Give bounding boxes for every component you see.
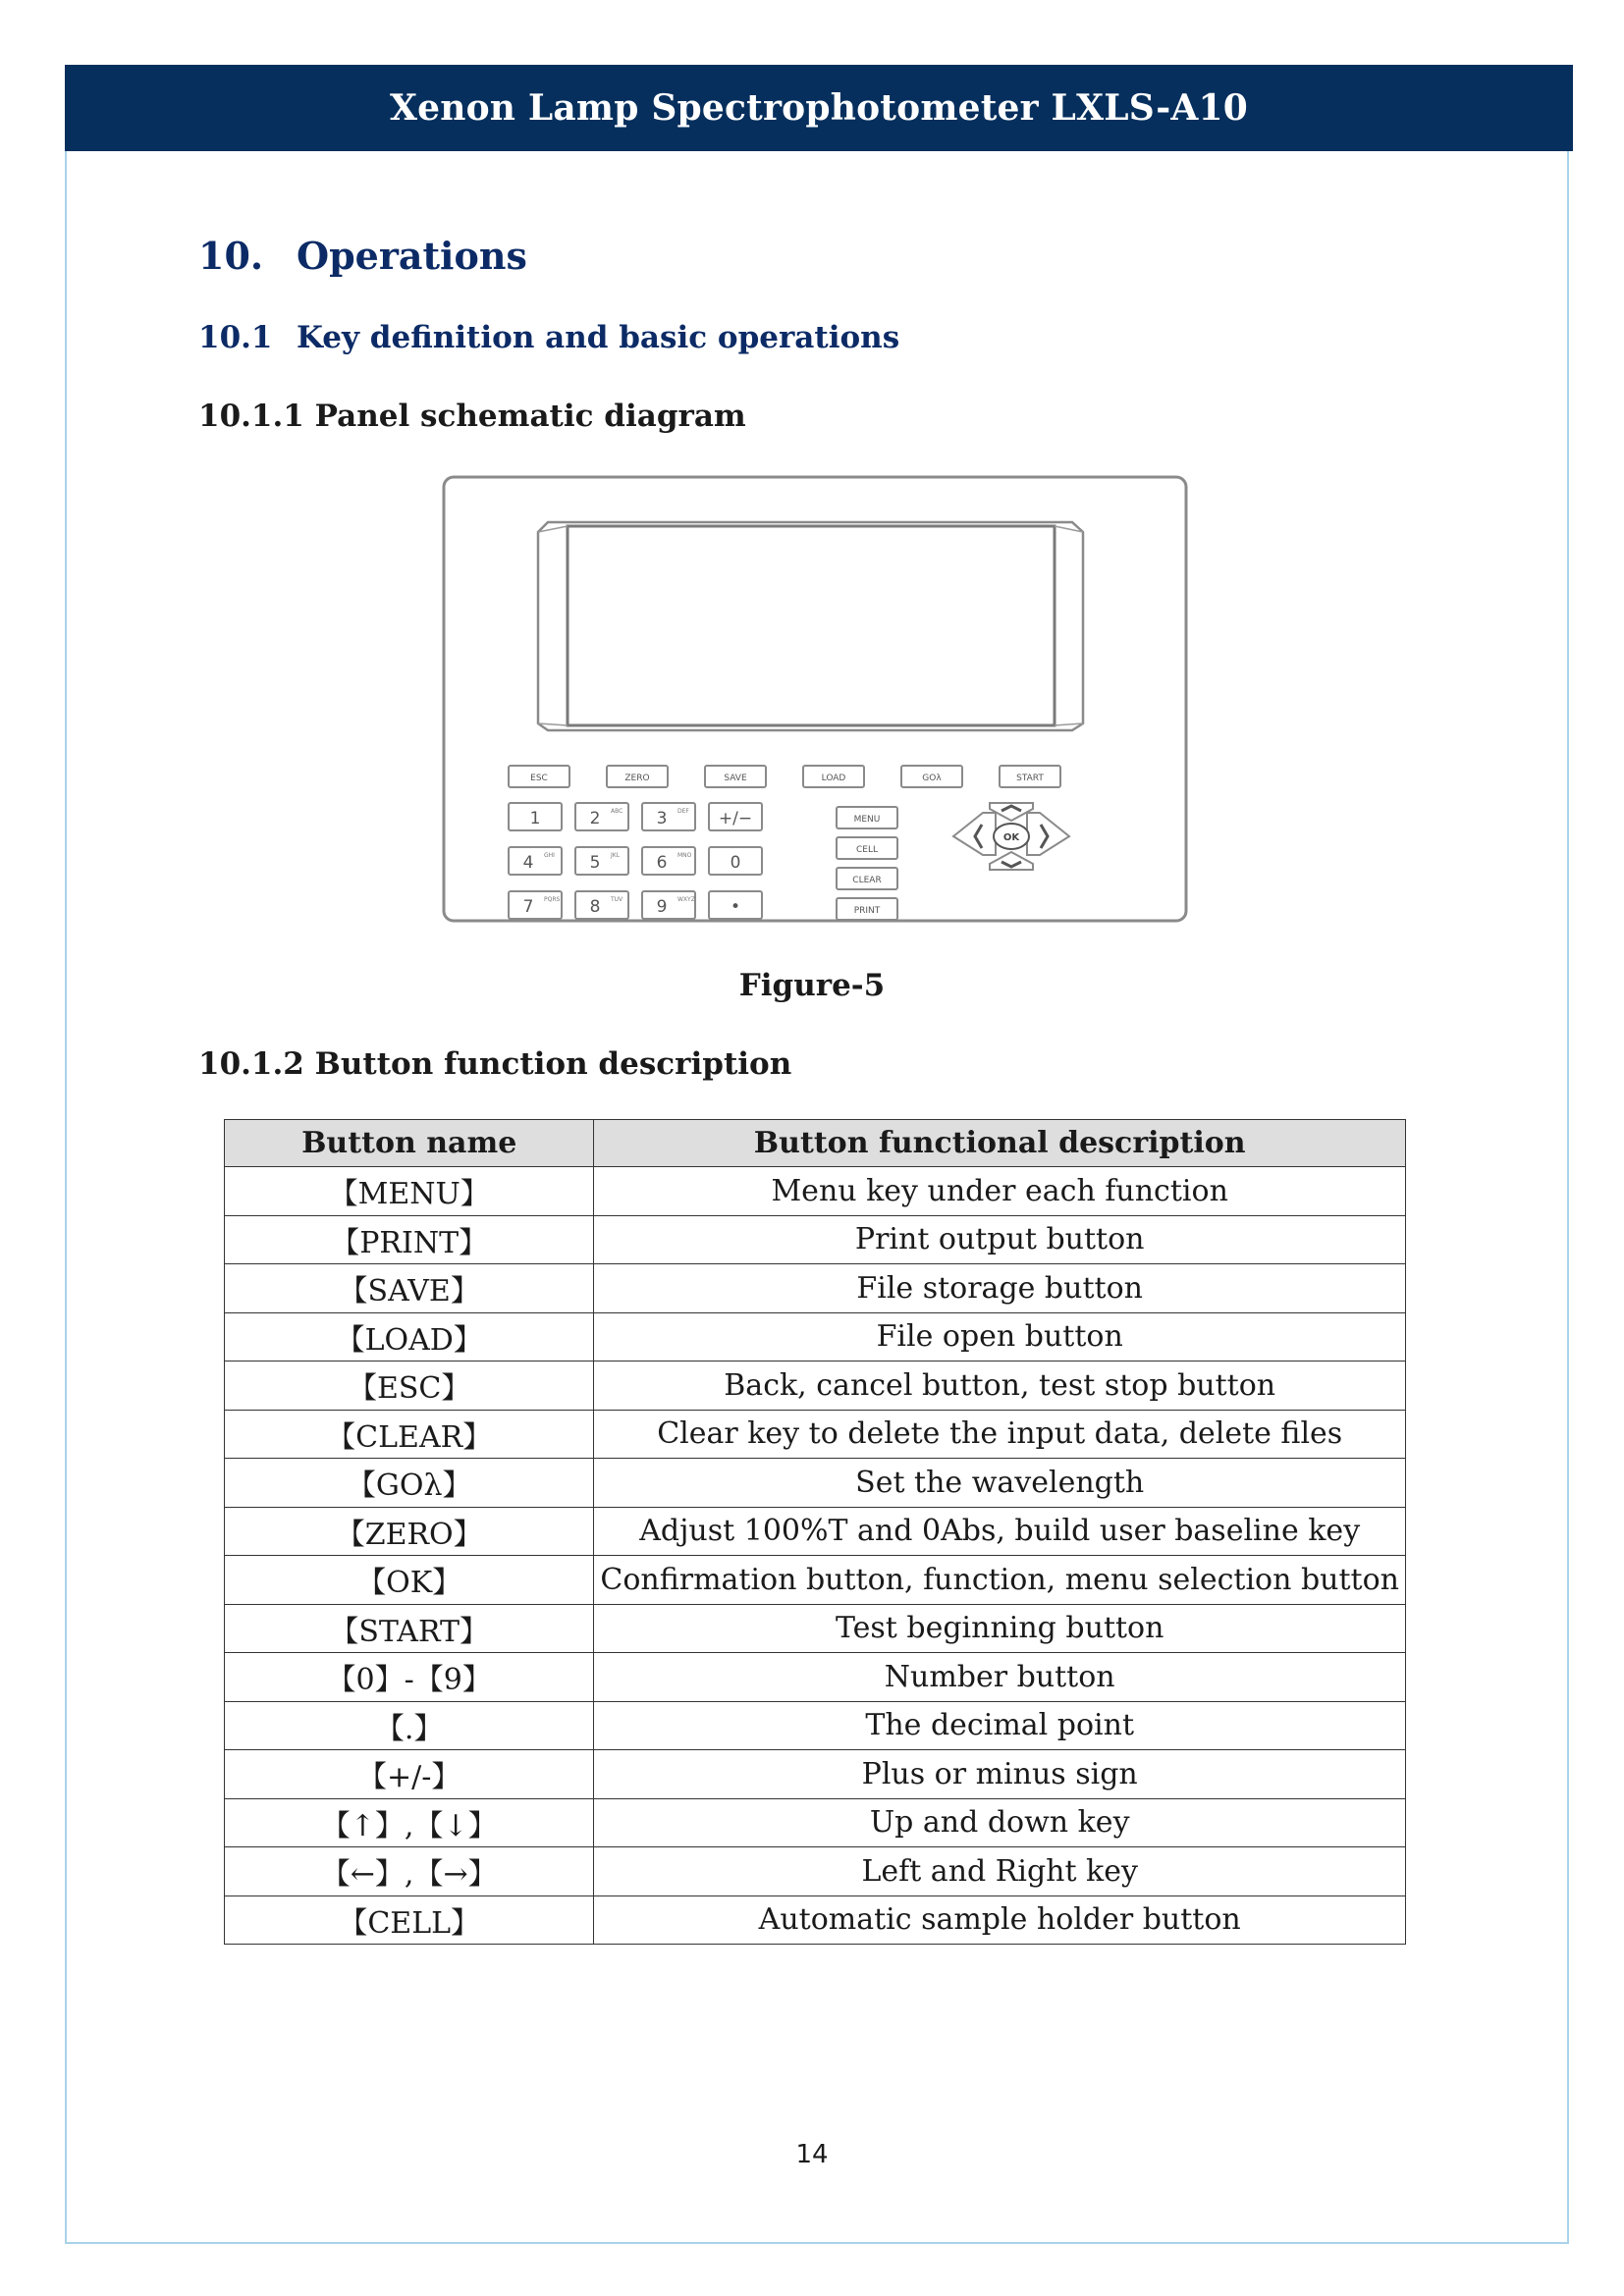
button-name-cell: 【MENU】 xyxy=(225,1167,594,1216)
panel-number-key-label: • xyxy=(730,897,741,917)
table-row xyxy=(225,1362,1406,1411)
panel-number-key-label: 9 xyxy=(656,897,668,917)
table-row xyxy=(225,1556,1406,1605)
panel-key-label: CLEAR xyxy=(852,876,882,885)
button-description-cell: Back, cancel button, test stop button xyxy=(594,1362,1406,1411)
panel-number-key-label: 8 xyxy=(589,897,601,917)
screen-display xyxy=(568,526,1055,725)
button-name-cell: 【OK】 xyxy=(225,1556,594,1605)
section-number: 10. xyxy=(198,234,264,278)
document-header xyxy=(65,65,1573,151)
table-header-row xyxy=(225,1120,1406,1167)
panel-number-key-label: 1 xyxy=(529,809,541,828)
panel-number-key-label: 7 xyxy=(522,897,534,917)
panel-key-label: GOλ xyxy=(922,774,942,783)
panel-number-key-letters: WXYZ xyxy=(677,896,695,903)
panel-number-key-letters: GHI xyxy=(544,852,555,859)
table-row xyxy=(225,1750,1406,1799)
panel-diagram-heading: 10.1.1 Panel schematic diagram xyxy=(198,399,746,434)
section-heading xyxy=(198,234,527,278)
button-name-cell: 【↑】,【↓】 xyxy=(225,1798,594,1847)
table-row xyxy=(225,1459,1406,1508)
panel-number-key-label: 2 xyxy=(589,809,601,828)
column-header-description: Button functional description xyxy=(594,1120,1406,1167)
panel-number-key-letters: TUV xyxy=(611,896,623,903)
button-description-cell: Test beginning button xyxy=(594,1604,1406,1653)
section-title: Operations xyxy=(297,234,527,278)
button-function-heading: 10.1.2 Button function description xyxy=(198,1046,792,1082)
panel-number-key-letters: PQRS xyxy=(544,896,561,903)
table-row xyxy=(225,1896,1406,1945)
table-row xyxy=(225,1410,1406,1459)
panel-key-label: START xyxy=(1016,774,1044,783)
button-name-cell: 【SAVE】 xyxy=(225,1264,594,1313)
panel-key-label: SAVE xyxy=(724,774,747,783)
panel-number-key-label: +/− xyxy=(718,809,753,828)
button-name-cell: 【LOAD】 xyxy=(225,1312,594,1362)
button-description-cell: Set the wavelength xyxy=(594,1459,1406,1508)
table-row xyxy=(225,1604,1406,1653)
button-description-cell: Confirmation button, function, menu selection button xyxy=(594,1556,1406,1605)
panel-number-key-label: 5 xyxy=(589,853,601,873)
panel-schematic-drawing xyxy=(440,473,1190,927)
column-header-button-name: Button name xyxy=(225,1120,594,1167)
button-description-cell: Adjust 100%T and 0Abs, build user baseline key xyxy=(594,1507,1406,1556)
table-row xyxy=(225,1798,1406,1847)
panel-number-key-letters: ABC xyxy=(611,808,623,815)
panel-number-key xyxy=(575,847,628,875)
button-description-cell: Automatic sample holder button xyxy=(594,1896,1406,1945)
button-name-cell: 【CELL】 xyxy=(225,1896,594,1945)
table-row xyxy=(225,1167,1406,1216)
button-description-cell: Left and Right key xyxy=(594,1847,1406,1896)
button-description-cell: Print output button xyxy=(594,1215,1406,1264)
table-row xyxy=(225,1701,1406,1750)
button-name-cell: 【START】 xyxy=(225,1604,594,1653)
button-name-cell: 【PRINT】 xyxy=(225,1215,594,1264)
button-name-cell: 【CLEAR】 xyxy=(225,1410,594,1459)
button-name-cell: 【.】 xyxy=(225,1701,594,1750)
table-row xyxy=(225,1653,1406,1702)
panel-schematic xyxy=(440,473,1190,927)
panel-number-key-letters: MNO xyxy=(677,852,692,859)
panel-key-label: PRINT xyxy=(853,906,881,916)
button-description-cell: File open button xyxy=(594,1312,1406,1362)
subsection-number: 10.1 xyxy=(198,320,273,355)
panel-number-key-letters: JKL xyxy=(611,852,621,859)
ok-key-label: OK xyxy=(1002,832,1020,843)
table-row xyxy=(225,1264,1406,1313)
panel-key-label: CELL xyxy=(856,845,878,855)
panel-key-label: MENU xyxy=(853,815,881,825)
button-description-cell: Up and down key xyxy=(594,1798,1406,1847)
panel-number-key-label: 4 xyxy=(522,853,534,873)
button-description-cell: Plus or minus sign xyxy=(594,1750,1406,1799)
panel-number-key-label: 0 xyxy=(730,853,741,873)
button-name-cell: 【+/-】 xyxy=(225,1750,594,1799)
button-description-cell: File storage button xyxy=(594,1264,1406,1313)
table-row xyxy=(225,1215,1406,1264)
button-name-cell: 【0】-【9】 xyxy=(225,1653,594,1702)
button-description-cell: Clear key to delete the input data, delete files xyxy=(594,1410,1406,1459)
table-row xyxy=(225,1507,1406,1556)
table-row xyxy=(225,1312,1406,1362)
button-description-cell: Menu key under each function xyxy=(594,1167,1406,1216)
button-name-cell: 【ESC】 xyxy=(225,1362,594,1411)
panel-number-key-label: 3 xyxy=(656,809,668,828)
panel-key-label: ZERO xyxy=(624,774,650,783)
button-description-cell: The decimal point xyxy=(594,1701,1406,1750)
document-title: Xenon Lamp Spectrophotometer LXLS-A10 xyxy=(389,87,1249,129)
subsection-heading xyxy=(198,320,899,355)
figure-caption: Figure-5 xyxy=(738,968,886,1003)
page-number: 14 xyxy=(795,2140,829,2169)
panel-number-key-label: 6 xyxy=(656,853,668,873)
button-name-cell: 【←】,【→】 xyxy=(225,1847,594,1896)
panel-number-key-letters: DEF xyxy=(677,808,689,815)
panel-key-label: LOAD xyxy=(821,774,846,783)
button-name-cell: 【GOλ】 xyxy=(225,1459,594,1508)
subsection-title: Key definition and basic operations xyxy=(297,320,900,355)
table-row xyxy=(225,1847,1406,1896)
panel-key-label: ESC xyxy=(530,774,548,783)
button-function-table xyxy=(224,1119,1406,1945)
button-description-cell: Number button xyxy=(594,1653,1406,1702)
button-name-cell: 【ZERO】 xyxy=(225,1507,594,1556)
